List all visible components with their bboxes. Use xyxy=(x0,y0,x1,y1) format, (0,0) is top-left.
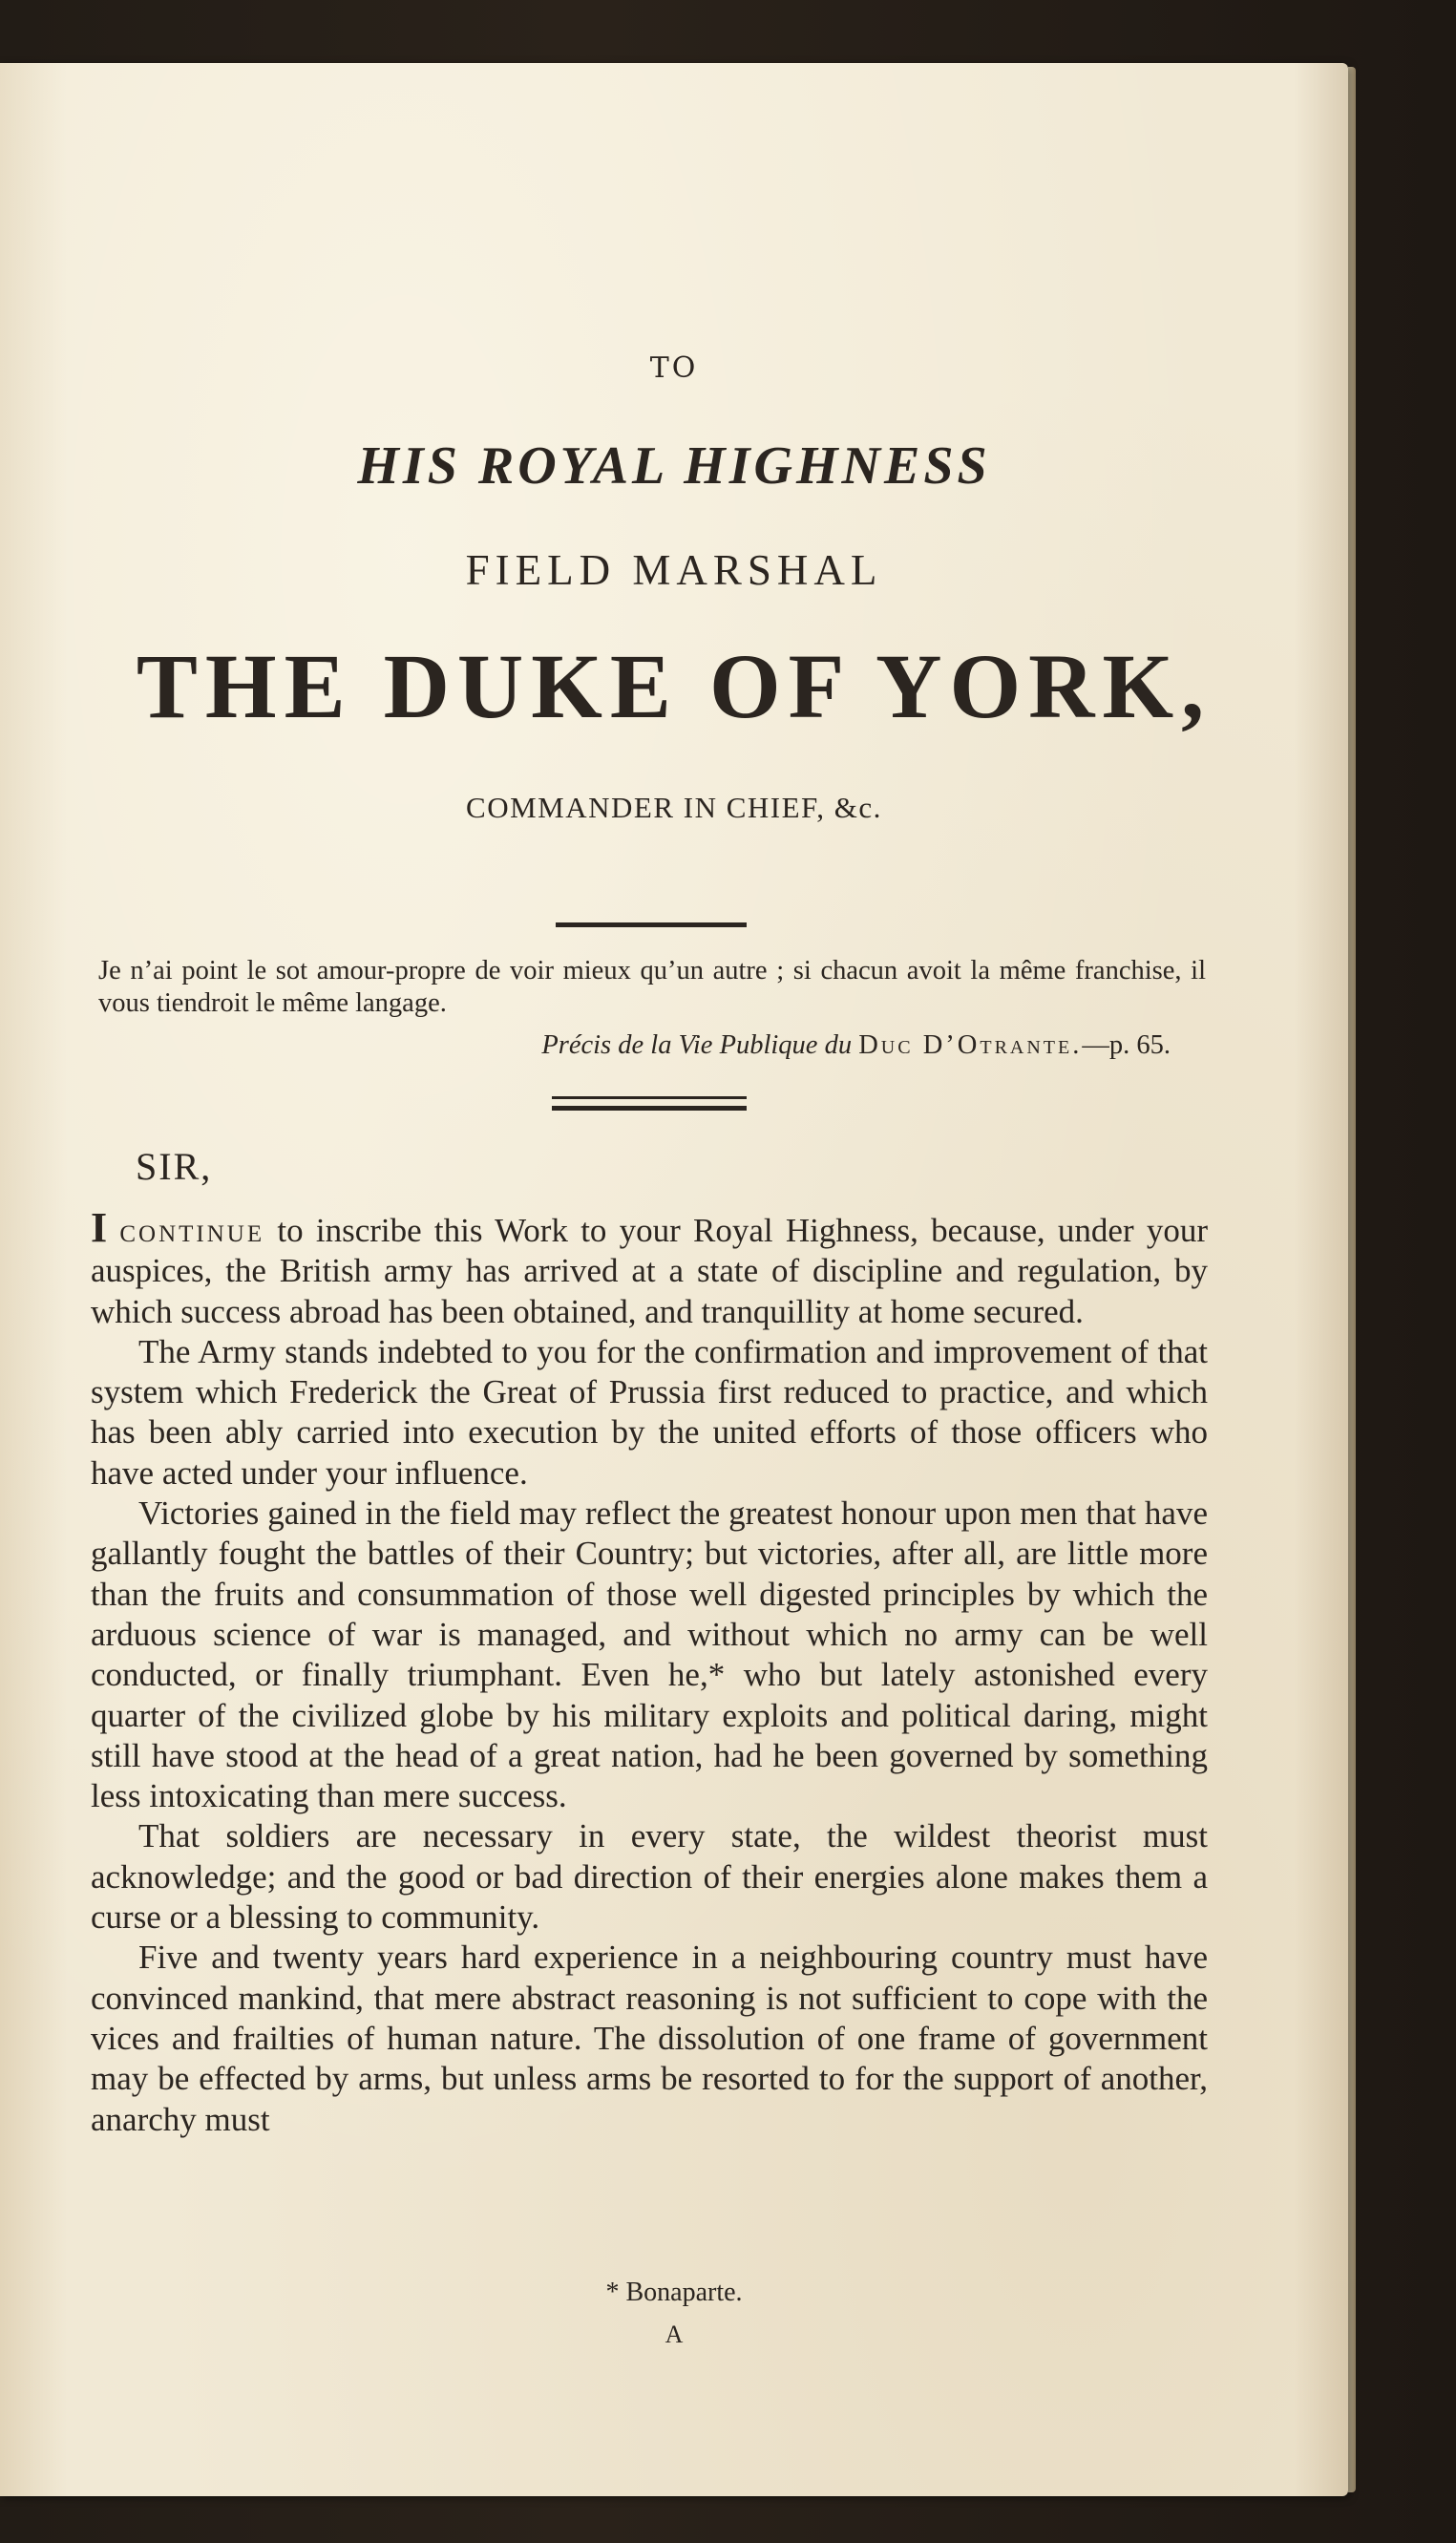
letter-paragraph: That soldiers are necessary in every state, the wildest theorist must acknowledge; and the good or bad direction of their energies alone makes them a curse or a blessing to community. xyxy=(91,1817,1208,1937)
dedication-name: THE DUKE OF YORK, xyxy=(136,635,1213,737)
dedication-honorific: HIS ROYAL HIGHNESS xyxy=(357,436,991,496)
letter-body xyxy=(91,1204,1209,2140)
first-word: continue xyxy=(119,1212,265,1249)
letter-paragraph: Victories gained in the field may reflect the greatest honour upon men that have gallantly fought the battles of their Country; but victories, after all, are little more than the fruits and consummation of those well digested principles by which the arduous science of war is managed, and without which no army can be well conducted, or finally triumphant. Even he,* who but lately astonished every quarter of the civilized globe by his military exploits and political daring, might still have stood at the head of a great nation, had he been governed by something less intoxicating than mere success. xyxy=(91,1494,1208,1815)
epigraph-source xyxy=(0,1030,1171,1061)
letter-paragraph: Five and twenty years hard experience in a neighbouring country must have convinced mankind, that mere abstract reasoning is not sufficient to cope with the vices and frailties of human nature. The dissolution of one frame of government may be effected by arms, but unless arms be resorted to for the support of another, anarchy must xyxy=(91,1939,1208,2138)
footnote: * Bonaparte. xyxy=(605,2278,743,2307)
paragraph-text: to inscribe this Work to your Royal Highness, because, under your auspices, the British army has arrived at a state of discipline and regulation, by which success abroad has been obtained, and tranquillity at home secured. xyxy=(91,1212,1209,1330)
dedication-title: COMMANDER IN CHIEF, &c. xyxy=(466,791,882,824)
page-edge xyxy=(1348,67,1356,2492)
book-page xyxy=(0,63,1348,2496)
signature-mark: A xyxy=(665,2320,684,2348)
ornamental-rule-bottom-thin xyxy=(552,1096,747,1099)
drop-cap: I xyxy=(91,1204,108,1251)
epigraph-quote: Je n’ai point le sot amour-propre de voir mieux qu’un autre ; si chacun avoit la même franchise, il vous tiendroit le même langage. xyxy=(98,956,1206,1018)
ornamental-rule-top xyxy=(556,922,747,927)
letter-paragraph xyxy=(91,1204,1209,1332)
letter-salutation: SIR, xyxy=(136,1145,213,1188)
epigraph-source-italic: Précis de la Vie Publique du xyxy=(541,1030,853,1060)
epigraph-source-name: Duc D’Otrante. xyxy=(858,1030,1083,1060)
letter-paragraph: The Army stands indebted to you for the confirmation and improvement of that system which Frederick the Great of Prussia first reduced to practice, and which has been ably carried into execution by the united efforts of those officers who have acted under your influence. xyxy=(91,1332,1208,1492)
epigraph-source-page: —p. 65. xyxy=(1082,1030,1171,1060)
dedication-to: TO xyxy=(649,351,699,385)
ornamental-rule-bottom-thick xyxy=(552,1106,747,1111)
dedication-rank: FIELD MARSHAL xyxy=(465,546,883,594)
